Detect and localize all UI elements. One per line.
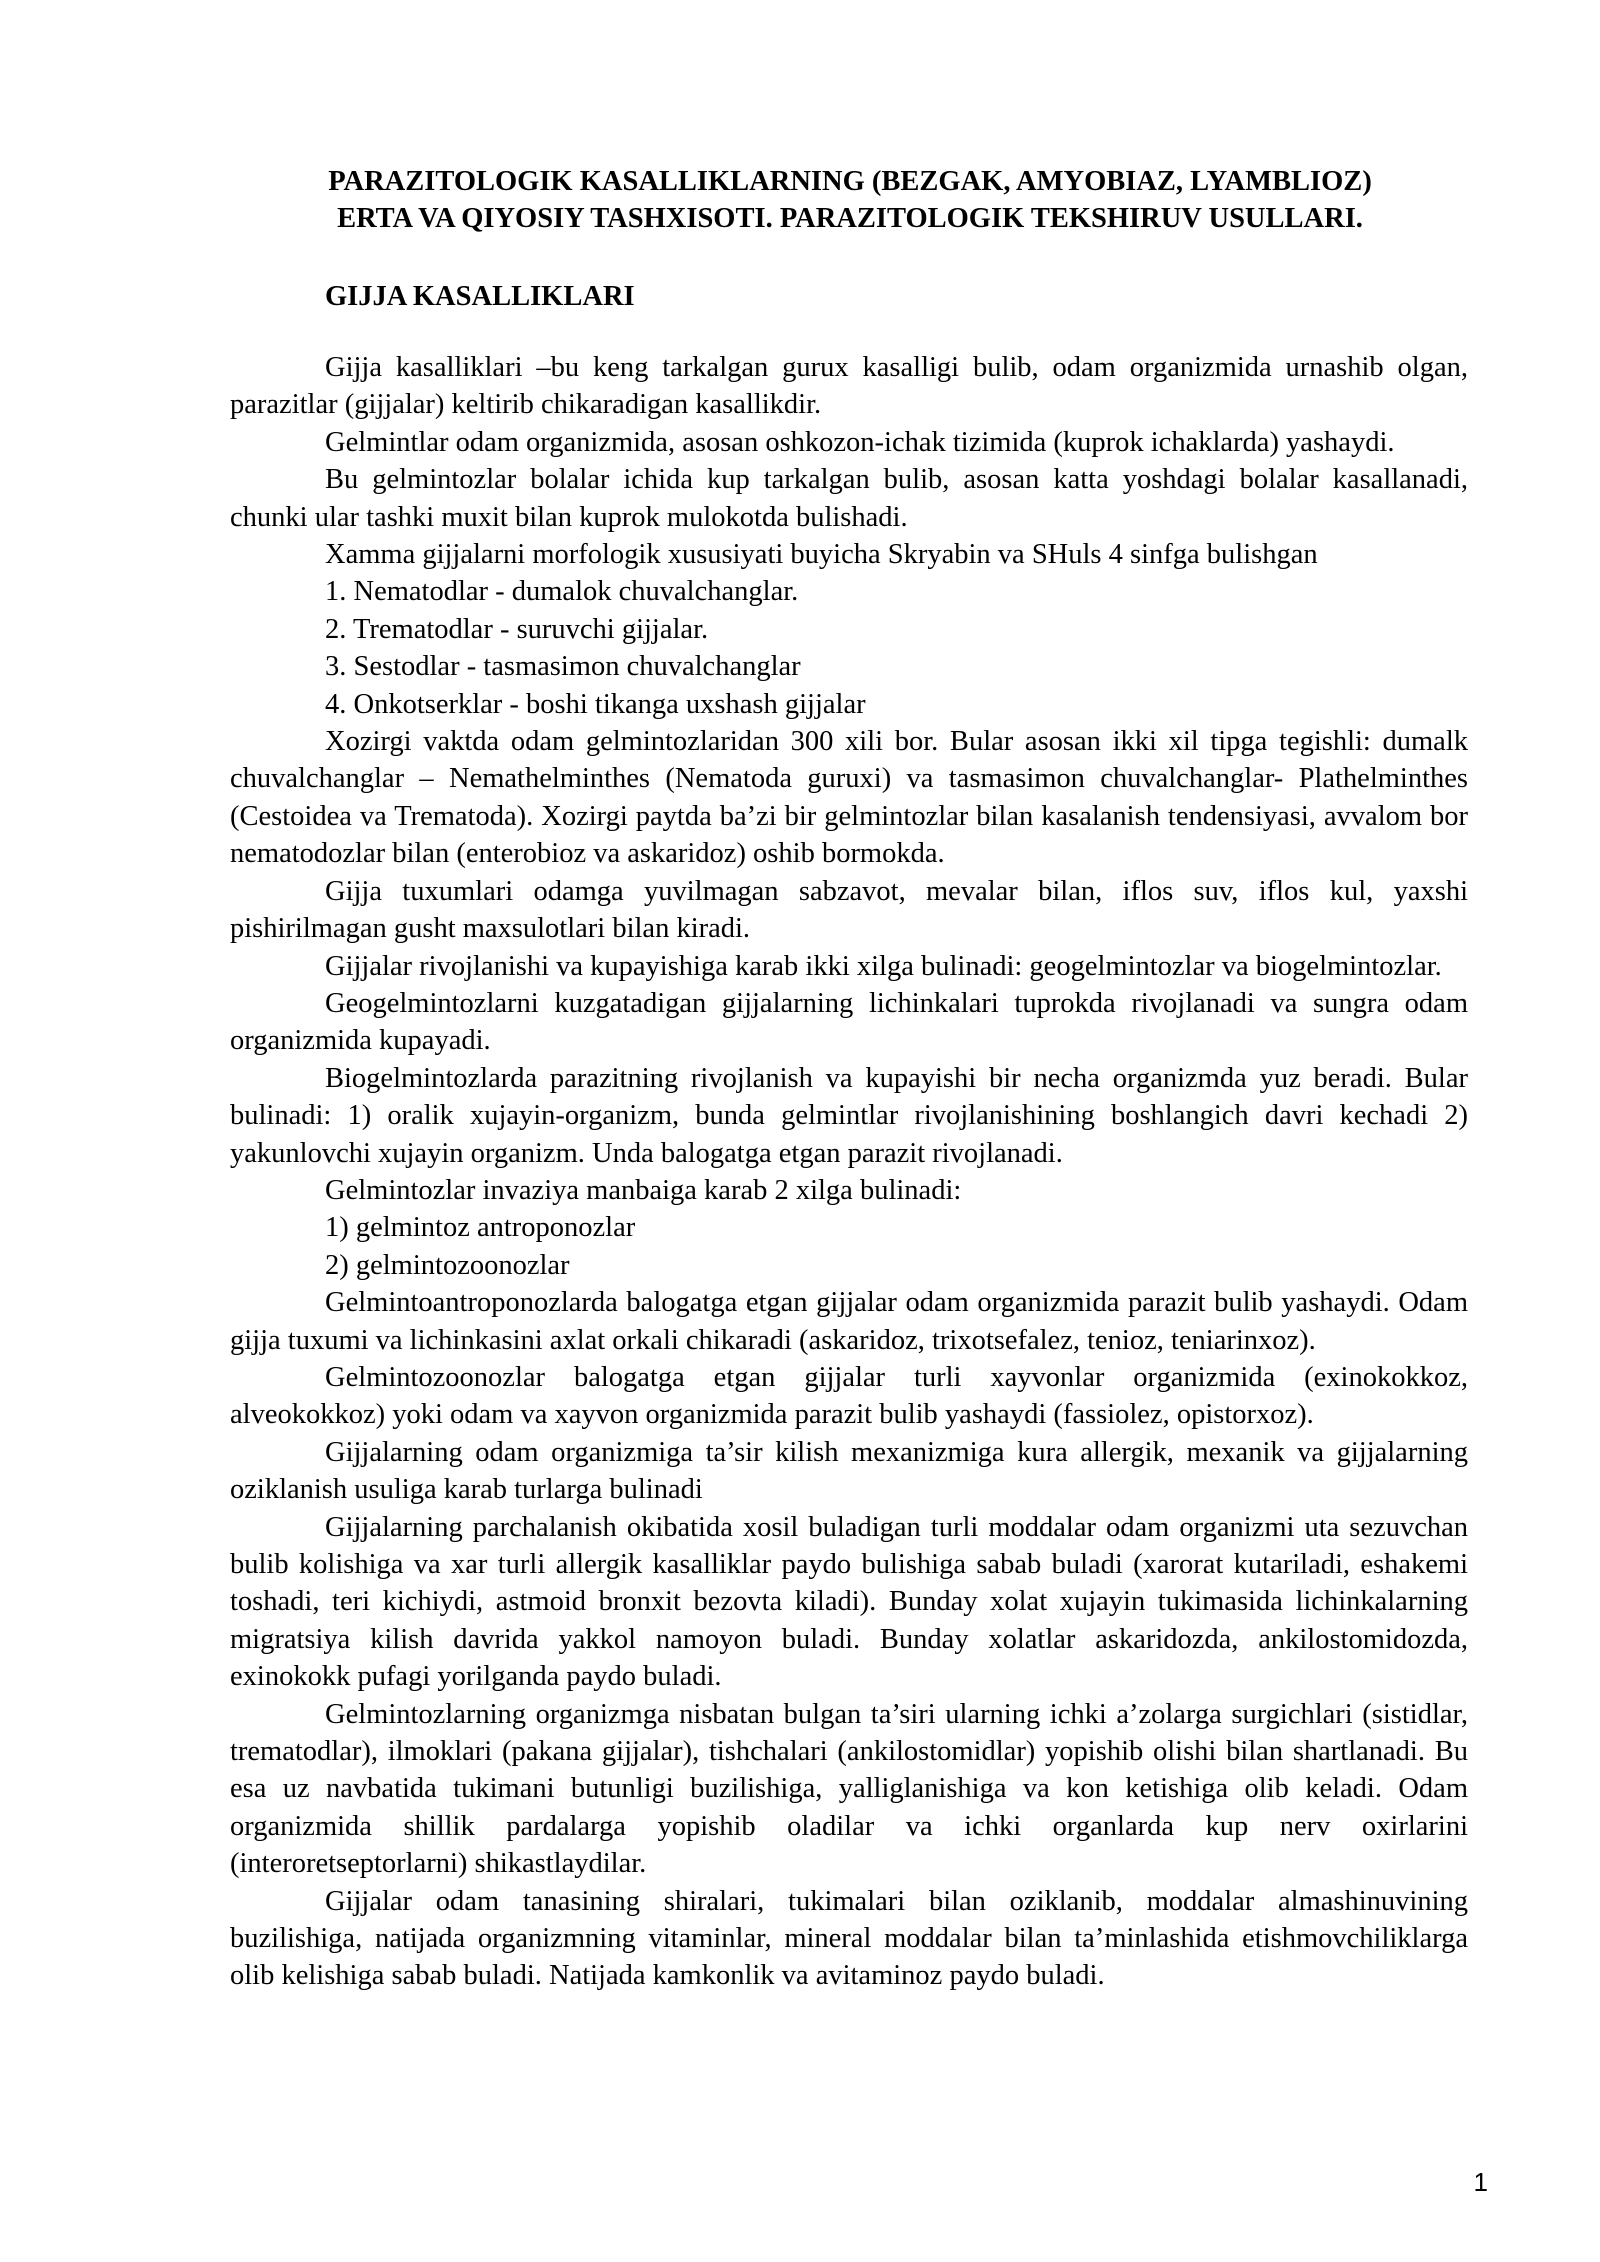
list-item-nematodlar: 1. Nematodlar - dumalok chuvalchanglar.: [325, 576, 799, 608]
paragraph-3: Bu gelmintozlar bolalar ichida kup tarkalgan bulib, asosan katta yoshdagi bolalar kasallanadi, chunki ular tashki muxit bilan kuprok mulokotda bulishadi.: [230, 464, 1468, 533]
paragraph-13: Gijjalarning odam organizmiga ta’sir kilish mexanizmiga kura allergik, mexanik va gijjalarning oziklanish usuliga karab turlarga bulinadi: [230, 1436, 1468, 1506]
list-item-onkotserklar: 4. Onkotserklar - boshi tikanga uxshash gijjalar: [325, 688, 866, 720]
paragraph-12: Gelmintozoonozlar balogatga etgan gijjalar turli xayvonlar organizmida (exinokokkoz, alveokokkoz) yoki odam va xayvon organizmida parazit bulib yashaydi (fassiolez, opistorxoz).: [230, 1361, 1468, 1431]
paragraph-15: Gelmintozlarning organizmga nisbatan bulgan ta’siri ularning ichki a’zolarga surgichlari (sistidlar, trematodlar), ilmoklari (pakana gijjalar), tishchalari (ankilostomidlar) yopishib olishi bilan shartlanadi. Bu esa uz navbatida tukimani butunligi buzilishiga, yalliglanishiga va kon ketishiga olib keladi. Odam organizmida shillik pardalarga yopishib oladilar va ichki organlarda kup nerv oxirlarini (interoretseptorlarni) shikastlaydilar.: [230, 1698, 1468, 1880]
section-heading: GIJJA KASALLIKLARI: [325, 281, 635, 312]
page-number: 1: [1473, 2167, 1488, 2197]
paragraph-11: Gelmintoantroponozlarda balogatga etgan gijjalar odam organizmida parazit bulib yashaydi. Odam gijja tuxumi va lichinkasini axlat orkali chikaradi (askaridoz, trixotsefalez, tenioz, teniarinxoz).: [230, 1287, 1468, 1356]
paragraph-6: Gijja tuxumlari odamga yuvilmagan sabzavot, mevalar bilan, iflos suv, iflos kul, yaxshi pishirilmagan gusht maxsulotlari bilan kiradi.: [230, 875, 1468, 945]
list-item-antroponozlar: 1) gelmintoz antroponozlar: [325, 1212, 636, 1244]
document-body: [230, 349, 1468, 1995]
title-line-1: PARAZITOLOGIK KASALLIKLARNING (BEZGAK, AMYOBIAZ, LYAMBLIOZ): [328, 166, 1372, 197]
paragraph-16: Gijjalar odam tanasining shiralari, tukimalari bilan oziklanib, moddalar almashinuvining buzilishiga, natijada organizmning vitaminlar, mineral moddalar bilan ta’minlashida etishmovchiliklarga olib kelishiga sabab buladi. Natijada kamkonlik va avitaminoz paydo buladi.: [230, 1885, 1468, 1992]
paragraph-5: Xozirgi vaktda odam gelmintozlaridan 300 xili bor. Bular asosan ikki xil tipga tegishli: dumalk chuvalchanglar – Nemathelminthes (Nematoda guruxi) va tasmasimon chuvalchanglar- Plathelminthes (Cestoidea va Trematoda). Xozirgi paytda ba’zi bir gelmintozlar bilan kasalanish tendensiyasi, avvalom bor nematodozlar bilan (enterobioz va askaridoz) oshib bormokda.: [230, 726, 1468, 870]
paragraph-7: Gijjalar rivojlanishi va kupayishiga karab ikki xilga bulinadi: geogelmintozlar va biogelmintozlar.: [325, 950, 1442, 982]
paragraph-8: Geogelmintozlarni kuzgatadigan gijjalarning lichinkalari tuprokda rivojlanadi va sungra odam organizmida kupayadi.: [230, 987, 1468, 1057]
paragraph-10: Gelmintozlar invaziya manbaiga karab 2 xilga bulinadi:: [325, 1174, 962, 1206]
document-title: [230, 163, 1470, 237]
paragraph-9: Biogelmintozlarda parazitning rivojlanish va kupayishi bir necha organizmda yuz beradi. Bular bulinadi: 1) oralik xujayin-organizm, bunda gelmintlar rivojlanishining boshlangich davri kechadi 2) yakunlovchi xujayin organizm. Unda balogatga etgan parazit rivojlanadi.: [230, 1062, 1468, 1169]
paragraph-1: Gijja kasalliklari –bu keng tarkalgan gurux kasalligi bulib, odam organizmida urnashib olgan, parazitlar (gijjalar) keltirib chikaradigan kasallikdir.: [230, 352, 1468, 421]
list-item-trematodlar: 2. Trematodlar - suruvchi gijjalar.: [325, 613, 709, 645]
paragraph-2: Gelmintlar odam organizmida, asosan oshkozon-ichak tizimida (kuprok ichaklarda) yashaydi.: [325, 426, 1395, 458]
paragraph-4: Xamma gijjalarni morfologik xususiyati buyicha Skryabin va SHuls 4 sinfga bulishgan: [325, 539, 1318, 571]
title-line-2: ERTA VA QIYOSIY TASHXISOTI. PARAZITOLOGIK TEKSHIRUV USULLARI.: [337, 203, 1363, 234]
paragraph-14: Gijjalarning parchalanish okibatida xosil buladigan turli moddalar odam organizmi uta sezuvchan bulib kolishiga va xar turli allergik kasalliklar paydo bulishiga sabab buladi (xarorat kutariladi, eshakemi toshadi, teri kichiydi, astmoid bronxit bezovta kiladi). Bunday xolat xujayin tukimasida lichinkalarning migratsiya kilish davrida yakkol namoyon buladi. Bunday xolatlar askaridozda, ankilostomidozda, exinokokk pufagi yorilganda paydo buladi.: [230, 1511, 1468, 1693]
list-item-sestodlar: 3. Sestodlar - tasmasimon chuvalchanglar: [325, 651, 801, 683]
list-item-zoonozlar: 2) gelmintozoonozlar: [325, 1249, 570, 1281]
